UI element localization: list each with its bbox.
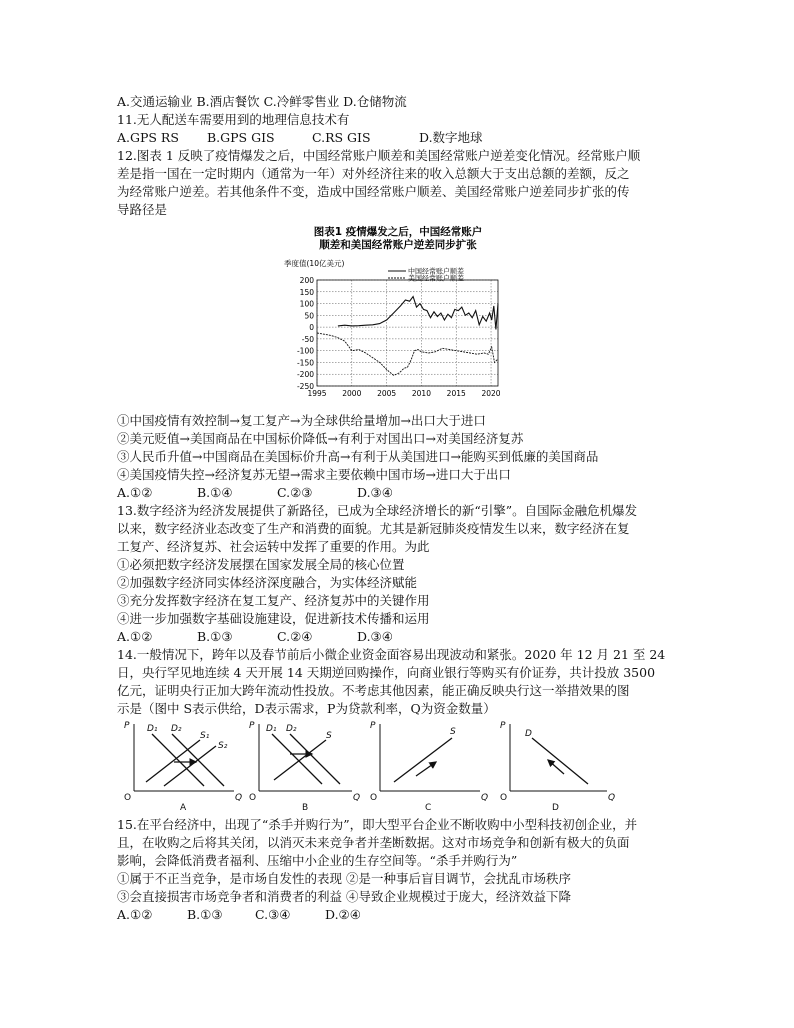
q12-item: ②美元贬值→美国商品在中国标价降低→有利于对国出口→对美国经济复苏: [117, 431, 524, 446]
q13-item: ②加强数字经济同实体经济深度融合，为实体经济赋能: [117, 575, 418, 590]
q12-stem-line: 12.图表 1 反映了疫情爆发之后，中国经常账户顺差和美国经常账户逆差变化情况。经常账户顺: [117, 148, 641, 163]
graph-c-s-line: [394, 738, 452, 782]
q12-option-c: C.②③: [277, 485, 313, 500]
chart-title: 图表1 疫情爆发之后，中国经常账户: [313, 226, 483, 238]
q13-option-c: C.②④: [277, 629, 313, 644]
q14-stem-line: 14.一般情况下，跨年以及春节前后小微企业资金面容易出现波动和紧张。2020 年 12 月 21 至 24: [117, 647, 666, 662]
q13-stem-line: 工复产、经济复苏、社会运转中发挥了重要的作用。为此: [117, 539, 430, 554]
q11-option-b: B.GPS GIS: [207, 130, 275, 145]
chart-xtick-label: 2005: [377, 389, 397, 398]
q13-item: ④进一步加强数字基础设施建设，促进新技术传播和运用: [117, 611, 430, 626]
graph-d-q-label: Q: [608, 793, 616, 803]
supply-demand-graphs: [112, 716, 632, 816]
chart-ytick-label: 150: [299, 287, 314, 297]
chart-subtitle: 顺差和美国经常账户逆差同步扩张: [319, 239, 477, 251]
q13-option-b: B.①③: [197, 629, 233, 644]
q12-options: [117, 484, 393, 502]
graph-d: [500, 721, 615, 813]
graph-d-origin-label: O: [500, 793, 508, 803]
current-account-chart: [280, 222, 510, 404]
q11-option-c: C.RS GIS: [312, 130, 371, 145]
q12-option-d: D.③④: [357, 485, 393, 500]
q15-option-b: B.①③: [187, 907, 223, 922]
q14-stem-line: 亿元，证明央行正加大跨年流动性投放。不考虑其他因素，能正确反映央行这一举措效果的图: [117, 683, 630, 698]
q13-options: [117, 628, 393, 646]
graph-b-d1-label: D₁: [266, 724, 277, 734]
chart-ytick-label: 50: [304, 311, 314, 321]
chart-ytick-label: 200: [299, 276, 314, 285]
graph-b-caption: B: [302, 803, 309, 813]
graph-a-caption: A: [180, 803, 187, 813]
graph-c-arrow: [416, 762, 436, 776]
graph-d-d-line: [532, 738, 588, 784]
chart-ytick-label: -100: [296, 346, 314, 356]
graph-c-caption: C: [425, 803, 432, 813]
q11-option-a: A.GPS RS: [117, 130, 179, 145]
q13-stem-line: 13.数字经济为经济发展提供了新路径，已成为全球经济增长的新“引擎”。自国际金融危机爆发: [117, 503, 638, 518]
chart-xtick-label: 2020: [481, 389, 501, 398]
graph-a-s2-label: S₂: [218, 741, 228, 751]
q15-options: [117, 906, 361, 924]
chart-series-line-1: [317, 333, 498, 375]
chart-legend-label: 美国经常账户顺差: [408, 274, 464, 283]
graph-b-d2-label: D₂: [286, 724, 297, 734]
graph-a-q-label: Q: [235, 793, 243, 803]
q15-stem-line: 且，在收购之后将其关闭，以消灭未来竞争者并垄断数据。这对市场竞争和创新有极大的负面: [117, 835, 630, 850]
q11-options: [117, 129, 483, 147]
graph-a-origin-label: O: [124, 793, 132, 803]
graph-a-d2-label: D₂: [171, 724, 182, 734]
graph-c-p-label: P: [370, 721, 376, 731]
q13-stem-line: 以来，数字经济业态改变了生产和消费的面貌。尤其是新冠肺炎疫情发生以来，数字经济在复: [117, 521, 630, 536]
q13-item: ③充分发挥数字经济在复工复产、经济复苏中的关键作用: [117, 593, 430, 608]
q14-stem-line: 示是（图中 S表示供给，D表示需求，P为贷款利率，Q为资金数量）: [117, 701, 496, 716]
chart-legend-label: 中国经常账户顺差: [408, 267, 464, 276]
chart-ytick-label: -250: [296, 382, 314, 391]
q15-option-c: C.③④: [255, 907, 291, 922]
q10-options: A.交通运输业 B.酒店餐饮 C.冷鲜零售业 D.仓储物流: [117, 94, 407, 109]
q15-item-line: ③会直接损害市场竞争者和消费者的利益 ④导致企业规模过于庞大，经济效益下降: [117, 889, 571, 904]
q12-stem-line: 导路径是: [117, 202, 168, 217]
chart-xtick-label: 2000: [342, 389, 362, 398]
q11-option-d: D.数字地球: [419, 130, 483, 145]
graph-b-s-label: S: [326, 731, 332, 741]
q15-option-a: A.①②: [117, 907, 153, 922]
graph-c: [370, 721, 488, 813]
chart-xtick-label: 2015: [446, 389, 466, 398]
q15-option-d: D.②④: [325, 907, 361, 922]
chart-ytick-label: -150: [296, 358, 314, 368]
graph-a-d1-line: [152, 734, 204, 786]
q12-item: ④美国疫情失控→经济复苏无望→需求主要依赖中国市场→进口大于出口: [117, 467, 511, 482]
q12-item: ③人民币升值→中国商品在美国标价升高→有利于从美国进口→能购买到低廉的美国商品: [117, 449, 599, 464]
chart-ytick-label: 0: [309, 323, 314, 333]
graph-d-p-label: P: [500, 721, 506, 731]
q12-stem-line: 为经常账户逆差。若其他条件不变，造成中国经常账户顺差、美国经常账户逆差同步扩张的传: [117, 184, 630, 199]
graph-a-s1-label: S₁: [200, 731, 210, 741]
graph-a-p-label: P: [124, 721, 130, 731]
q15-stem-line: 影响，会降低消费者福利、压缩中小企业的生存空间等。“杀手并购行为”: [117, 853, 518, 868]
q11-stem: 11.无人配送车需要用到的地理信息技术有: [117, 112, 350, 127]
graph-d-d-label: D: [525, 729, 532, 739]
q12-item: ①中国疫情有效控制→复工复产→为全球供给量增加→出口大于进口: [117, 413, 486, 428]
graph-d-caption: D: [552, 803, 559, 813]
chart-xtick-label: 2010: [411, 389, 431, 398]
graph-b: [249, 721, 360, 813]
graph-a: [124, 721, 242, 813]
graph-b-s-line: [274, 740, 326, 780]
q15-item-line: ①属于不正当竞争，是市场自发性的表现 ②是一种事后盲目调节，会扰乱市场秩序: [117, 871, 571, 886]
graph-a-s1-line: [146, 740, 200, 782]
chart-ylabel: 季度值(10亿美元): [284, 259, 345, 268]
graph-c-s-label: S: [450, 727, 456, 737]
chart-plot-frame: [317, 280, 498, 386]
chart-ytick-label: -50: [301, 334, 314, 344]
q14-stem-line: 日，央行罕见地连续 4 天开展 14 天期逆回购操作，向商业银行等购买有价证券，共计投放 3500: [117, 665, 656, 680]
chart-series-line-0: [338, 297, 498, 330]
q15-stem-line: 15.在平台经济中，出现了“杀手并购行为”，即大型平台企业不断收购中小型科技初创企业，并: [117, 817, 638, 832]
q13-option-a: A.①②: [117, 629, 153, 644]
q12-option-a: A.①②: [117, 485, 153, 500]
chart-ytick-label: -200: [296, 370, 314, 380]
q13-item: ①必须把数字经济发展摆在国家发展全局的核心位置: [117, 557, 405, 572]
graph-c-origin-label: O: [370, 793, 378, 803]
q12-stem-line: 差是指一国在一定时期内（通常为一年）对外经济往来的收入总额大于支出总额的差额，反之: [117, 166, 630, 181]
q12-option-b: B.①④: [197, 485, 233, 500]
graph-c-q-label: Q: [481, 793, 489, 803]
graph-b-p-label: P: [249, 721, 255, 731]
graph-a-d1-label: D₁: [147, 724, 158, 734]
chart-xtick-label: 1995: [307, 389, 327, 398]
q13-option-d: D.③④: [357, 629, 393, 644]
graph-b-q-label: Q: [353, 793, 361, 803]
graph-b-origin-label: O: [249, 793, 257, 803]
chart-ytick-label: 100: [299, 299, 314, 309]
